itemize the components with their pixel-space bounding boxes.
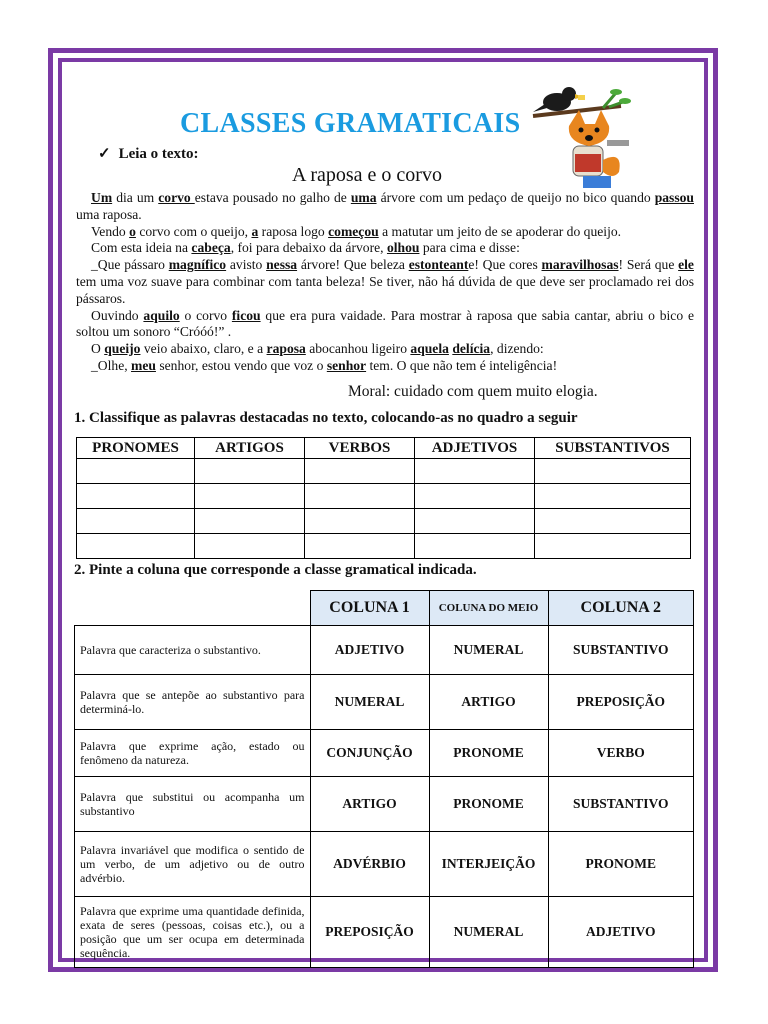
header-artigos: ARTIGOS bbox=[195, 438, 305, 459]
answer-cell[interactable] bbox=[77, 484, 195, 509]
highlighted-word: cabeça bbox=[191, 240, 231, 256]
option-cell[interactable]: CONJUNÇÃO bbox=[310, 730, 429, 777]
highlighted-word: a bbox=[251, 223, 259, 239]
empty-corner bbox=[75, 591, 311, 626]
story-paragraph bbox=[76, 358, 694, 375]
story-text-segment: o corvo bbox=[179, 307, 232, 323]
answer-cell[interactable] bbox=[535, 534, 691, 559]
instruction-text: Leia o texto: bbox=[118, 146, 199, 162]
highlighted-word: corvo bbox=[158, 190, 195, 205]
header-coluna-2: COLUNA 2 bbox=[548, 591, 694, 626]
header-verbos: VERBOS bbox=[305, 438, 415, 459]
story-paragraph bbox=[76, 341, 694, 358]
highlighted-word: nessa bbox=[266, 257, 298, 273]
column-row bbox=[75, 897, 694, 968]
option-cell[interactable]: ADVÉRBIO bbox=[310, 832, 429, 897]
option-cell[interactable]: PREPOSIÇÃO bbox=[548, 675, 694, 730]
highlighted-word: delícia bbox=[452, 341, 491, 357]
story-paragraph bbox=[76, 190, 694, 224]
row-description: Palavra invariável que modifica o sentido de um verbo, de um adjetivo ou de outro advérbio. bbox=[75, 832, 311, 897]
story-paragraph bbox=[76, 257, 694, 307]
story-text-segment: a matutar um jeito de se apoderar do queijo. bbox=[378, 223, 622, 239]
highlighted-word: maravilhosas bbox=[541, 257, 619, 273]
highlighted-word: estonteant bbox=[408, 257, 469, 273]
option-cell[interactable]: NUMERAL bbox=[310, 675, 429, 730]
answer-cell[interactable] bbox=[415, 534, 535, 559]
answer-cell[interactable] bbox=[77, 459, 195, 484]
answer-cell[interactable] bbox=[77, 534, 195, 559]
classification-row bbox=[77, 509, 691, 534]
answer-cell[interactable] bbox=[415, 509, 535, 534]
row-description: Palavra que exprime ação, estado ou fenômeno da natureza. bbox=[75, 730, 311, 777]
column-row bbox=[75, 626, 694, 675]
answer-cell[interactable] bbox=[305, 484, 415, 509]
story-text-segment: e! Que cores bbox=[468, 257, 542, 273]
story-text-segment: Ouvindo bbox=[91, 307, 144, 323]
column-header-row bbox=[75, 591, 694, 626]
highlighted-word: ficou bbox=[231, 307, 261, 323]
story-text-segment: Vendo bbox=[91, 223, 130, 239]
story-title: A raposa e o corvo bbox=[292, 164, 442, 186]
highlighted-word: meu bbox=[131, 357, 156, 373]
option-cell[interactable]: PRONOME bbox=[548, 832, 694, 897]
story-text-segment: , foi para debaixo da árvore, bbox=[230, 240, 387, 256]
option-cell[interactable]: ADJETIVO bbox=[548, 897, 694, 968]
story-text-segment: abocanhou ligeiro bbox=[305, 341, 411, 357]
classification-row bbox=[77, 484, 691, 509]
answer-cell[interactable] bbox=[77, 509, 195, 534]
highlighted-word: raposa bbox=[266, 341, 306, 357]
story-text-segment: árvore com um pedaço de queijo no bico quando bbox=[376, 190, 655, 205]
story-text-segment: árvore! Que beleza bbox=[297, 257, 409, 273]
story-text-segment: para cima e disse: bbox=[419, 240, 520, 256]
classification-table bbox=[76, 437, 691, 559]
answer-cell[interactable] bbox=[195, 484, 305, 509]
story-text-segment: _Que pássaro bbox=[91, 257, 169, 273]
crow-and-fox-icon bbox=[523, 80, 635, 192]
highlighted-word: passou bbox=[654, 190, 694, 205]
option-cell[interactable]: PREPOSIÇÃO bbox=[310, 897, 429, 968]
story-text-segment: estava pousado no galho de bbox=[194, 190, 351, 205]
story-text bbox=[76, 190, 694, 375]
answer-cell[interactable] bbox=[195, 459, 305, 484]
header-pronomes: PRONOMES bbox=[77, 438, 195, 459]
question-1: 1. Classifique as palavras destacadas no texto, colocando-as no quadro a seguir bbox=[74, 410, 578, 426]
moral: Moral: cuidado com quem muito elogia. bbox=[348, 383, 598, 400]
row-description: Palavra que se antepõe ao substantivo para determiná-lo. bbox=[75, 675, 311, 730]
story-text-segment: raposa logo bbox=[258, 223, 329, 239]
classification-row bbox=[77, 534, 691, 559]
highlighted-word: o bbox=[129, 223, 136, 239]
header-substantivos: SUBSTANTIVOS bbox=[535, 438, 691, 459]
story-text-segment: dia um bbox=[112, 190, 159, 205]
story-text-segment: ! Será que bbox=[618, 257, 679, 273]
option-cell[interactable]: NUMERAL bbox=[429, 897, 548, 968]
story-paragraph bbox=[76, 240, 694, 257]
answer-cell[interactable] bbox=[305, 534, 415, 559]
answer-cell[interactable] bbox=[195, 509, 305, 534]
column-row bbox=[75, 832, 694, 897]
answer-cell[interactable] bbox=[415, 484, 535, 509]
highlighted-word: queijo bbox=[104, 341, 141, 357]
checkmark-icon: ✓ bbox=[98, 146, 111, 162]
row-description: Palavra que exprime uma quantidade definida, exata de seres (pessoas, coisas etc.), ou a posição que um ser ocupa em determinada sequência. bbox=[75, 897, 311, 968]
option-cell[interactable]: INTERJEIÇÃO bbox=[429, 832, 548, 897]
answer-cell[interactable] bbox=[535, 484, 691, 509]
story-text-segment: _Olhe, bbox=[91, 357, 132, 373]
option-cell[interactable]: ADJETIVO bbox=[310, 626, 429, 675]
highlighted-word: aquela bbox=[410, 341, 449, 357]
story-text-segment: que era pura vaidade. Para mostrar à raposa que sabia cantar, abriu o bico e soltou um sonoro “Cróóó!” . bbox=[76, 307, 694, 340]
row-description: Palavra que caracteriza o substantivo. bbox=[75, 626, 311, 675]
highlighted-word: magnífico bbox=[168, 257, 227, 273]
story-paragraph bbox=[76, 308, 694, 342]
option-cell[interactable]: ARTIGO bbox=[310, 777, 429, 832]
story-text-segment: Com esta ideia na bbox=[91, 240, 192, 256]
answer-cell[interactable] bbox=[535, 459, 691, 484]
story-text-segment: , dizendo: bbox=[490, 341, 544, 357]
instruction bbox=[98, 144, 199, 163]
answer-cell[interactable] bbox=[305, 459, 415, 484]
header-coluna-1: COLUNA 1 bbox=[310, 591, 429, 626]
highlighted-word: Um bbox=[91, 190, 113, 205]
highlighted-word: aquilo bbox=[143, 307, 180, 323]
option-cell[interactable]: SUBSTANTIVO bbox=[548, 626, 694, 675]
highlighted-word: olhou bbox=[386, 240, 420, 256]
classification-header-row bbox=[77, 438, 691, 459]
story-text-segment: avisto bbox=[226, 257, 267, 273]
option-cell[interactable]: NUMERAL bbox=[429, 626, 548, 675]
classification-row bbox=[77, 459, 691, 484]
header-coluna-do-meio: COLUNA DO MEIO bbox=[429, 591, 548, 626]
story-text-segment: O bbox=[91, 341, 105, 357]
option-cell[interactable]: SUBSTANTIVO bbox=[548, 777, 694, 832]
highlighted-word: senhor bbox=[326, 357, 367, 373]
story-text-segment: senhor, estou vendo que voz o bbox=[155, 357, 327, 373]
column-table bbox=[74, 590, 694, 968]
answer-cell[interactable] bbox=[195, 534, 305, 559]
highlighted-word: uma bbox=[350, 190, 377, 205]
option-cell[interactable]: PRONOME bbox=[429, 777, 548, 832]
story-text-segment: uma raposa. bbox=[76, 206, 142, 222]
page-title: CLASSES GRAMATICAIS bbox=[180, 108, 521, 139]
answer-cell[interactable] bbox=[535, 509, 691, 534]
story-text-segment: veio abaixo, claro, e a bbox=[140, 341, 267, 357]
highlighted-word: começou bbox=[328, 223, 379, 239]
answer-cell[interactable] bbox=[415, 459, 535, 484]
header-adjetivos: ADJETIVOS bbox=[415, 438, 535, 459]
story-text-segment: tem. O que não tem é inteligência! bbox=[366, 357, 558, 373]
question-2: 2. Pinte a coluna que corresponde a classe gramatical indicada. bbox=[74, 562, 477, 578]
story-paragraph bbox=[76, 224, 694, 241]
option-cell[interactable]: ARTIGO bbox=[429, 675, 548, 730]
column-row bbox=[75, 777, 694, 832]
answer-cell[interactable] bbox=[305, 509, 415, 534]
option-cell[interactable]: PRONOME bbox=[429, 730, 548, 777]
column-row bbox=[75, 730, 694, 777]
row-description: Palavra que substitui ou acompanha um substantivo bbox=[75, 777, 311, 832]
highlighted-word: ele bbox=[678, 257, 694, 273]
story-text-segment: tem uma voz suave para combinar com tanta beleza! Se tiver, não há dúvida de que deve ser proclamado rei dos pássaros. bbox=[76, 273, 694, 306]
story-text-segment: corvo com o queijo, bbox=[135, 223, 252, 239]
option-cell[interactable]: VERBO bbox=[548, 730, 694, 777]
column-row bbox=[75, 675, 694, 730]
